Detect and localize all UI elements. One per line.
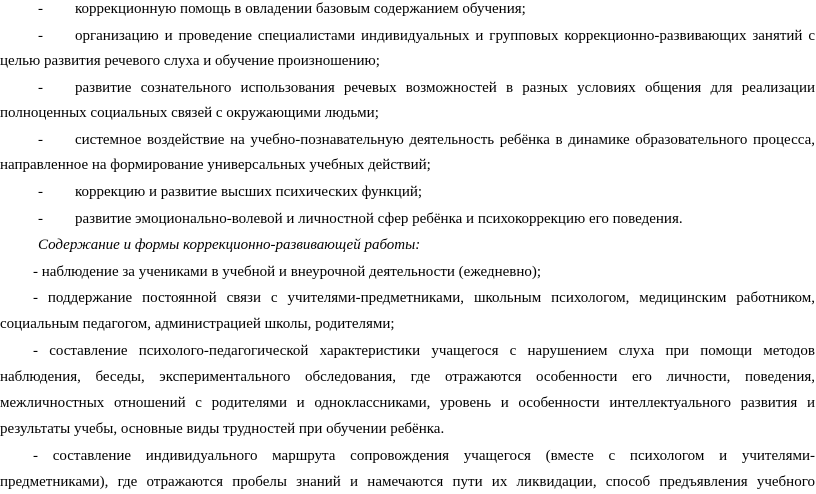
bullet-dash: - — [38, 80, 43, 96]
list-item-line: результаты учебы, основные виды трудностей при обучении ребёнка. — [0, 421, 445, 437]
list-item-line: целью развития речевого слуха и обучение произношению; — [0, 53, 380, 69]
list-item-line: - поддержание постоянной связи с учителями-предметниками, школьным психологом, медицинским работником, — [33, 290, 815, 306]
list-item-line: предметниками), где отражаются пробелы знаний и намечаются пути их ликвидации, способ предъявления учебного — [0, 474, 815, 490]
bullet-dash: - — [38, 211, 43, 227]
list-item-line: - составление индивидуального маршрута сопровождения учащегося (вместе с психологом и учителями- — [33, 448, 815, 464]
bullet-dash: - — [38, 184, 43, 200]
list-item-line: социальным педагогом, администрацией школы, родителями; — [0, 316, 395, 332]
bullet-dash: - — [38, 132, 43, 148]
section-heading: Содержание и формы коррекционно-развивающей работы: — [38, 237, 421, 253]
list-item-line: направленное на формирование универсальных учебных действий; — [0, 157, 431, 173]
list-item-line: развитие сознательного использования речевых возможностей в разных условиях общения для реализации — [75, 80, 815, 96]
list-item-line: системное воздействие на учебно-познавательную деятельность ребёнка в динамике образовательного процесса, — [75, 132, 815, 148]
bullet-dash: - — [38, 28, 43, 44]
list-item-line: коррекционную помощь в овладении базовым содержанием обучения; — [75, 1, 526, 17]
list-item-line: полноценных социальных связей с окружающими людьми; — [0, 105, 379, 121]
list-item-line: организацию и проведение специалистами индивидуальных и групповых коррекционно-развивающих занятий с — [75, 28, 815, 44]
list-item-line: развитие эмоционально-волевой и личностной сфер ребёнка и психокоррекцию его поведения. — [75, 211, 683, 227]
bullet-dash: - — [38, 1, 43, 17]
list-item-line: - составление психолого-педагогической характеристики учащегося с нарушением слуха при помощи методов — [33, 343, 815, 359]
list-item-line: коррекцию и развитие высших психических функций; — [75, 184, 423, 200]
list-item-line: наблюдения, беседы, экспериментального обследования, где отражаются особенности его личности, поведения, — [0, 369, 815, 385]
list-item-line: - наблюдение за учениками в учебной и внеурочной деятельности (ежедневно); — [33, 264, 542, 280]
list-item-line: межличностных отношений с родителями и одноклассниками, уровень и особенности интеллектуального развития и — [0, 395, 815, 411]
